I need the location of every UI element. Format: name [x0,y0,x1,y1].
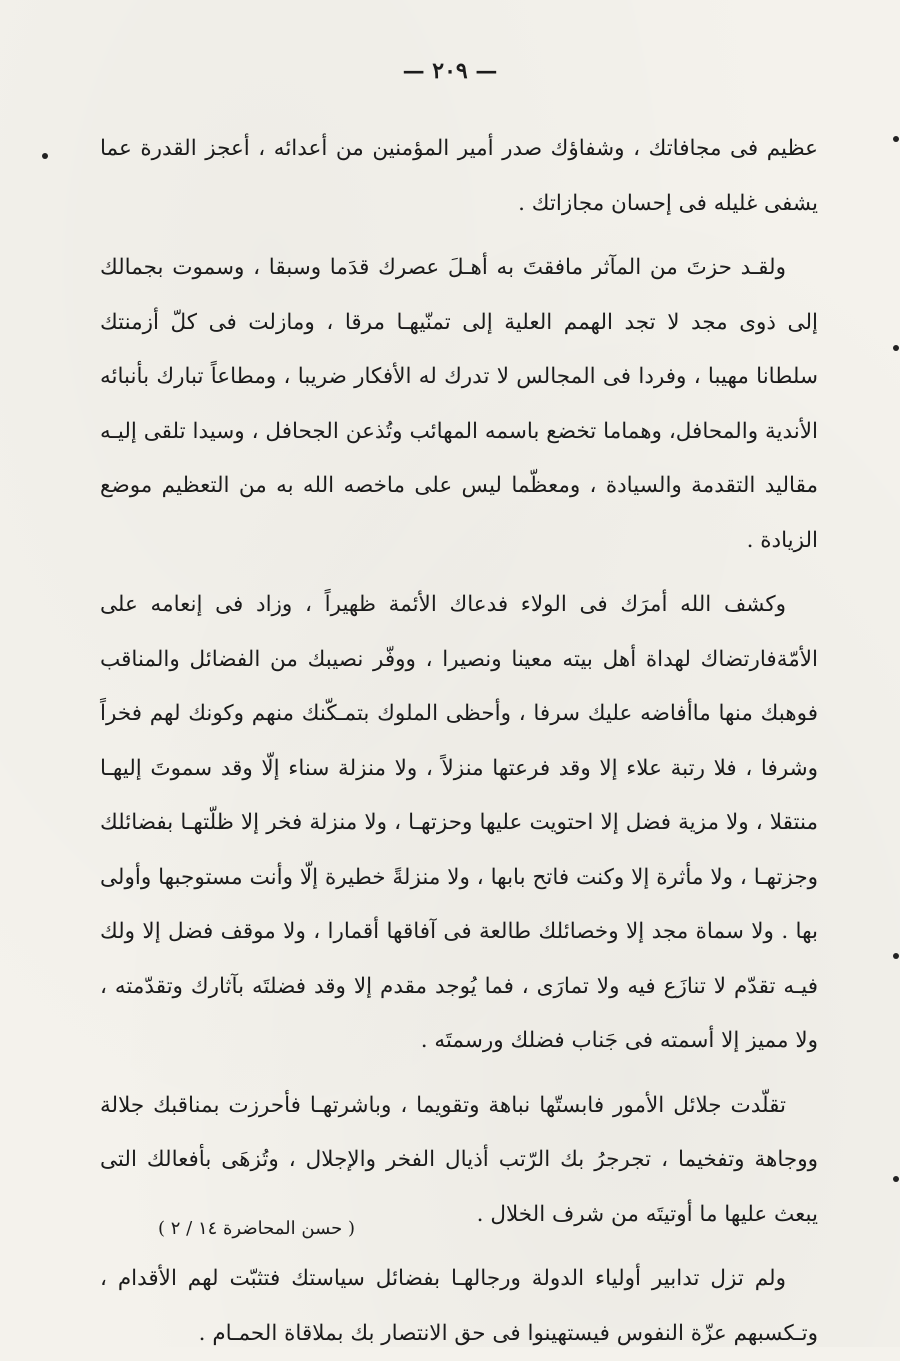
paragraph-5: ولم تزل تدابير أولياء الدولة ورجالهـا بفضائل سياستك فتثبّت لهم الأقدام ، وتـكسبهم عزّة النفوس فيستهينوا فى حق الانتصار بك بملاقاة الحمـام . [100,1266,818,1346]
page-number: — ٢٠٩ — [402,58,498,84]
paragraph-3: وكشف الله أمرَك فى الولاء فدعاك الأئمة ظهيراً ، وزاد فى إنعامه على الأمّةفارتضاك لهداة أهل بيته معينا ونصيرا ، ووفّر نصيبك من الفضائل والمناقب فوهبك منها ماأفاضه عليك سرفا ، وأحظى الملوك بتمـكّنك منهم وكونك لهم فخراً وشرفا ، فلا رتبة علاء إلا وقد فرعتها منزلاً ، ولا منزلة سناء إلّا وقد سموتَ إليهـا منتقلا ، ولا مزية فضل إلا احتويت عليها وحزتهـا ، ولا منزلة فخر إلا ظلّتهـا بفضائلك وجزتهـا ، ولا مأثرة إلا وكنت فاتح بابها ، ولا منزلةً خطيرة إلّا وأنت مستوجبها وأولى بها . ولا سماة مجد إلا وخصائلك طالعة فى آفاقها أقمارا ، ولا موقف فضل إلا ولك فيـه تقدّم لا تنازَع فيه ولا تمارَى ، فما يُوجد مقدم إلا وقد فضلتَه بآثارك وتقدّمته ، ولا مميز إلا أسمته فى جَناب فضلك ورسمتَه . [100,592,818,1053]
margin-dot [893,1176,899,1182]
margin-dot [893,953,899,959]
paragraph-2: ولقـد حزتَ من المآثر مافقتَ به أهـلَ عصرك قدَما وسبقا ، وسموت بجمالك إلى ذوى مجد لا تجد الهمم العلية إلى تمنّيهـا مرقا ، ومازلت فى كلّ أزمنتك سلطانا مهيبا ، وفردا فى المجالس لا تدرك له الأفكار ضريبا ، ومطاعاً تبارك بأنبائه الأندية والمحافل، وهماما تخضع باسمه المهائب وتُذعن الجحافل ، وسيدا تلقى إليـه مقاليد التقدمة والسيادة ، ومعظّما ليس على ماخصه الله به من التعظيم موضع الزيادة . [100,255,818,553]
margin-dot [42,153,48,159]
citation: ( حسن المحاضرة ١٤ / ٢ ) [158,1218,355,1239]
margin-dot [893,345,899,351]
paragraph-1: عظيم فى مجافاتك ، وشفاؤك صدر أمير المؤمنين من أعدائه ، أعجز القدرة عما يشفى غليله فى إحسان مجازاتك . [100,136,818,216]
paragraph-4: تقلّدت جلائل الأمور فابستّها نباهة وتقويما ، وباشرتهـا فأحرزت بمناقبك جلالة ووجاهة وتفخيما ، تجرجرُ بك الرّتب أذيال الفخر والإجلال ، وتُزهَى بأفعالك التى يبعث عليها ما أوتيتَه من شرف الخلال . [100,1092,818,1227]
margin-dot [893,136,899,142]
body-text [100,122,818,1361]
